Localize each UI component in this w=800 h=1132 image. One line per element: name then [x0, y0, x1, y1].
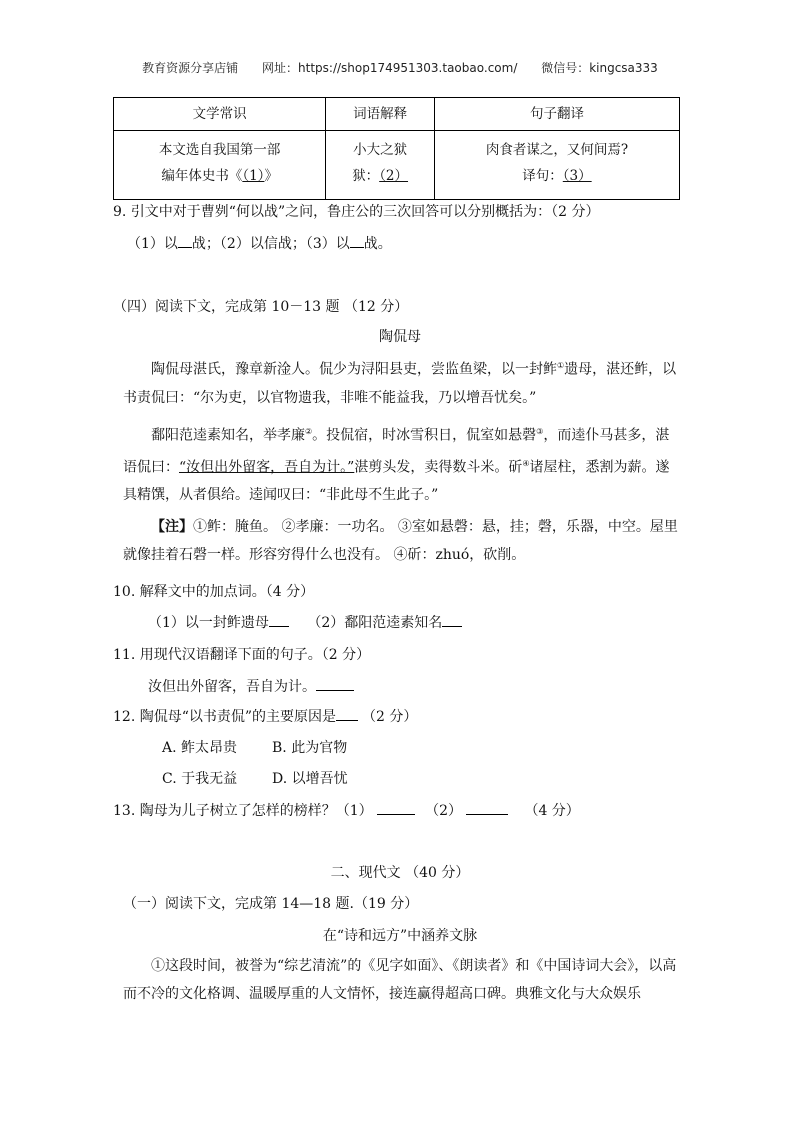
table-header-cell: 词语解释 — [326, 98, 435, 131]
article-title: 在“诗和远方”中涵养文脉 — [322, 928, 478, 944]
question-9: 9. 引文中对于曹刿“何以战”之问，鲁庄公的三次回答可以分别概括为：（2 分） — [113, 204, 600, 220]
answer-blank[interactable]: （3） — [562, 168, 592, 184]
answer-blank[interactable] — [442, 612, 462, 627]
table-cell-word — [326, 131, 435, 200]
section-4-title: （四）阅读下文，完成第 10－13 题 （12 分） — [113, 299, 409, 315]
question-11-sentence: 汝但出外留客，吾自为计。 — [148, 676, 354, 696]
cell-text: 小大之狱 — [353, 142, 408, 158]
answer-blank[interactable] — [178, 233, 192, 248]
table-cell-translation — [434, 131, 679, 200]
answer-blank[interactable] — [466, 800, 508, 815]
table-header-row — [114, 98, 680, 131]
cell-text: 译句：（3） — [522, 168, 592, 184]
knowledge-table — [113, 97, 680, 200]
section-2-title: 二、现代文 （40 分） — [330, 865, 470, 881]
question-13: 13. 陶母为儿子树立了怎样的榜样？（1） （2） （4 分） — [113, 800, 580, 820]
cell-text: 肉食者谋之，又何间焉? — [485, 142, 629, 158]
underlined-sentence: “汝但出外留客，吾自为计。” — [179, 459, 355, 476]
answer-blank[interactable] — [336, 706, 358, 721]
passage-paragraph-1: 陶侃母湛氏，豫章新淦人。侃少为浔阳县吏，尝监鱼梁，以一封鲊①遗母，湛还鲊，以书责侃曰：“尔为吏，以官物遗我，非唯不能益我，乃以增吾忧矣。” — [123, 361, 677, 406]
header-shop: 教育资源分享店铺 — [142, 61, 239, 75]
option-c[interactable]: C. 于我无益 — [162, 771, 238, 787]
option-a[interactable]: A. 鲊太昂贵 — [162, 740, 238, 756]
article-paragraph-1: ①这段时间，被誉为“综艺清流”的《见字如面》、《朗读者》和《中国诗词大会》，以高而不冷的文化格调、温暖厚重的人文情怀，接连赢得超高口碑。典雅文化与大众娱乐 — [123, 958, 677, 1002]
header-url: 网址：https://shop174951303.taobao.com/ — [262, 61, 518, 75]
table-cell-literature — [114, 131, 326, 200]
question-12: 12. 陶侃母“以书责侃”的主要原因是 （2 分） — [113, 706, 417, 726]
answer-blank[interactable] — [269, 612, 289, 627]
cell-text: 狱：（2） — [352, 168, 409, 184]
question-10-items: （1）以一封鲊遗母 （2）鄱阳范逵素知名 — [148, 612, 462, 632]
option-b[interactable]: B. 此为官物 — [272, 740, 348, 756]
passage-title: 陶侃母 — [379, 329, 421, 345]
question-11: 11. 用现代汉语翻译下面的句子。（2 分） — [113, 647, 371, 663]
passage-paragraph-2: 鄱阳范逵素知名，举孝廉②。投侃宿，时冰雪积日，侃室如悬磬③，而逵仆马甚多，湛语侃曰：“汝但出外留客，吾自为计。”湛剪头发，卖得数斗米。斫④诸屋柱，悉割为薪。遂具精馔，从者俱给。逵闻叹曰：“非此母不生此子。” — [123, 427, 670, 504]
answer-blank[interactable] — [316, 676, 354, 691]
question-10: 10. 解释文中的加点词。（4 分） — [113, 584, 315, 600]
cell-text: 编年体史书《（1）》 — [161, 168, 278, 184]
option-d[interactable]: D. 以增吾忧 — [272, 771, 348, 787]
header-wechat: 微信号：kingcsa333 — [541, 61, 658, 75]
passage-notes: 【注】①鲊：腌鱼。 ②孝廉：一功名。 ③室如悬磬：悬，挂；磬，乐器，中空。屋里就像挂着石磬一样。形容穷得什么也没有。 ④斫：zhuó，砍削。 — [123, 519, 678, 563]
answer-blank[interactable] — [350, 233, 364, 248]
answer-blank[interactable]: （2） — [379, 168, 409, 184]
table-row — [114, 131, 680, 200]
section-2-subtitle: （一）阅读下文，完成第 14—18 题.（19 分） — [123, 896, 419, 912]
cell-text: 本文选自我国第一部 — [158, 142, 281, 158]
answer-blank[interactable]: （1） — [242, 168, 265, 184]
question-9-answer: （1）以 战；（2）以信战；（3）以 战。 — [127, 233, 392, 253]
table-header-cell: 句子翻译 — [434, 98, 679, 131]
table-header-cell: 文学常识 — [114, 98, 326, 131]
answer-blank[interactable] — [377, 800, 415, 815]
page-header — [0, 59, 800, 76]
